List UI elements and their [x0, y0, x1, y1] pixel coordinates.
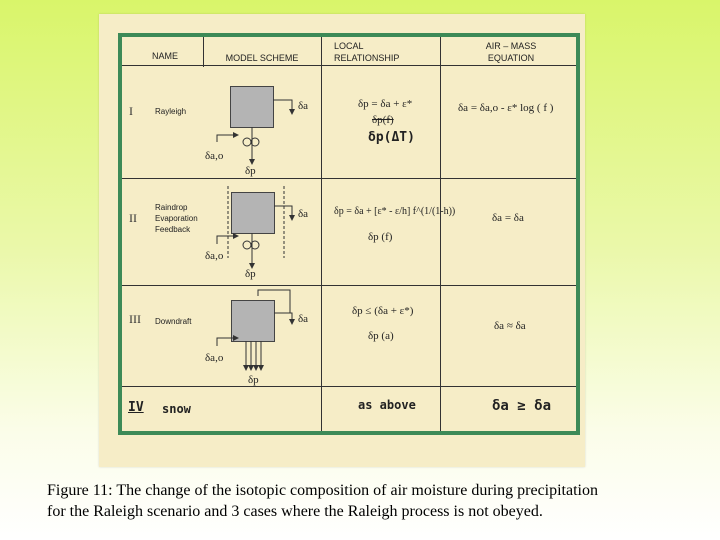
row-1-delta-p: δp	[245, 165, 256, 177]
row-3-name: Downdraft	[155, 317, 192, 326]
row-1-local-eq: δp = δa + ε*	[358, 98, 413, 110]
row-4-local-eq: as above	[358, 398, 416, 412]
row-3-local-sub: δp (a)	[368, 330, 394, 342]
row-3-numeral: III	[129, 312, 141, 326]
row-3-air-eq: δa ≈ δa	[494, 320, 526, 332]
scheme-3-arrows	[217, 290, 292, 368]
row-2-delta-p: δp	[245, 268, 256, 280]
row-1-air-eq: δa = δa,o - ε* log ( f )	[458, 102, 554, 114]
scheme-2-arrows	[217, 186, 292, 266]
row-4-name: snow	[162, 402, 191, 416]
row-1-delta-a0: δa,o	[205, 150, 224, 162]
row-2-local-sub: δp (f)	[368, 231, 393, 243]
row-3-local-eq: δp ≤ (δa + ε*)	[352, 305, 414, 317]
row-3-delta-p: δp	[248, 374, 259, 386]
row-2-name: Raindrop Evaporation Feedback	[155, 203, 198, 234]
header-air-mass-equation: AIR – MASS EQUATION	[485, 41, 537, 63]
row-2-air-eq: δa = δa	[492, 212, 524, 224]
caption-line-1: Figure 11: The change of the isotopic composition of air moisture during precipitation	[47, 482, 598, 499]
row-3-delta-a: δa	[298, 313, 309, 325]
row-4-numeral: IV	[128, 400, 144, 415]
row-1-local-struck: δp(f)	[372, 114, 394, 126]
header-local-relationship: LOCAL RELATIONSHIP	[334, 41, 400, 63]
row-2-delta-a0: δa,o	[205, 250, 224, 262]
row-3-delta-a0: δa,o	[205, 352, 224, 364]
row-2-numeral: II	[129, 211, 137, 225]
row-2-local-eq: δp = δa + [ε* - ε/h] f^(1/(1-h))	[334, 206, 456, 217]
row-1-local-handwritten: δp(ΔT)	[368, 130, 415, 145]
figure-caption	[47, 480, 707, 522]
caption-line-2: for the Raleigh scenario and 3 cases where the Raleigh process is not obeyed.	[47, 503, 543, 520]
row-1-name: Rayleigh	[155, 107, 187, 116]
header-model-scheme: MODEL SCHEME	[225, 53, 299, 63]
row-1-delta-a: δa	[298, 100, 309, 112]
row-4-air-eq: δa ≥ δa	[492, 398, 552, 414]
row-2-delta-a: δa	[298, 208, 309, 220]
header-name: NAME	[151, 51, 178, 61]
row-1-numeral: I	[129, 104, 133, 118]
scheme-1-arrows	[217, 100, 292, 162]
